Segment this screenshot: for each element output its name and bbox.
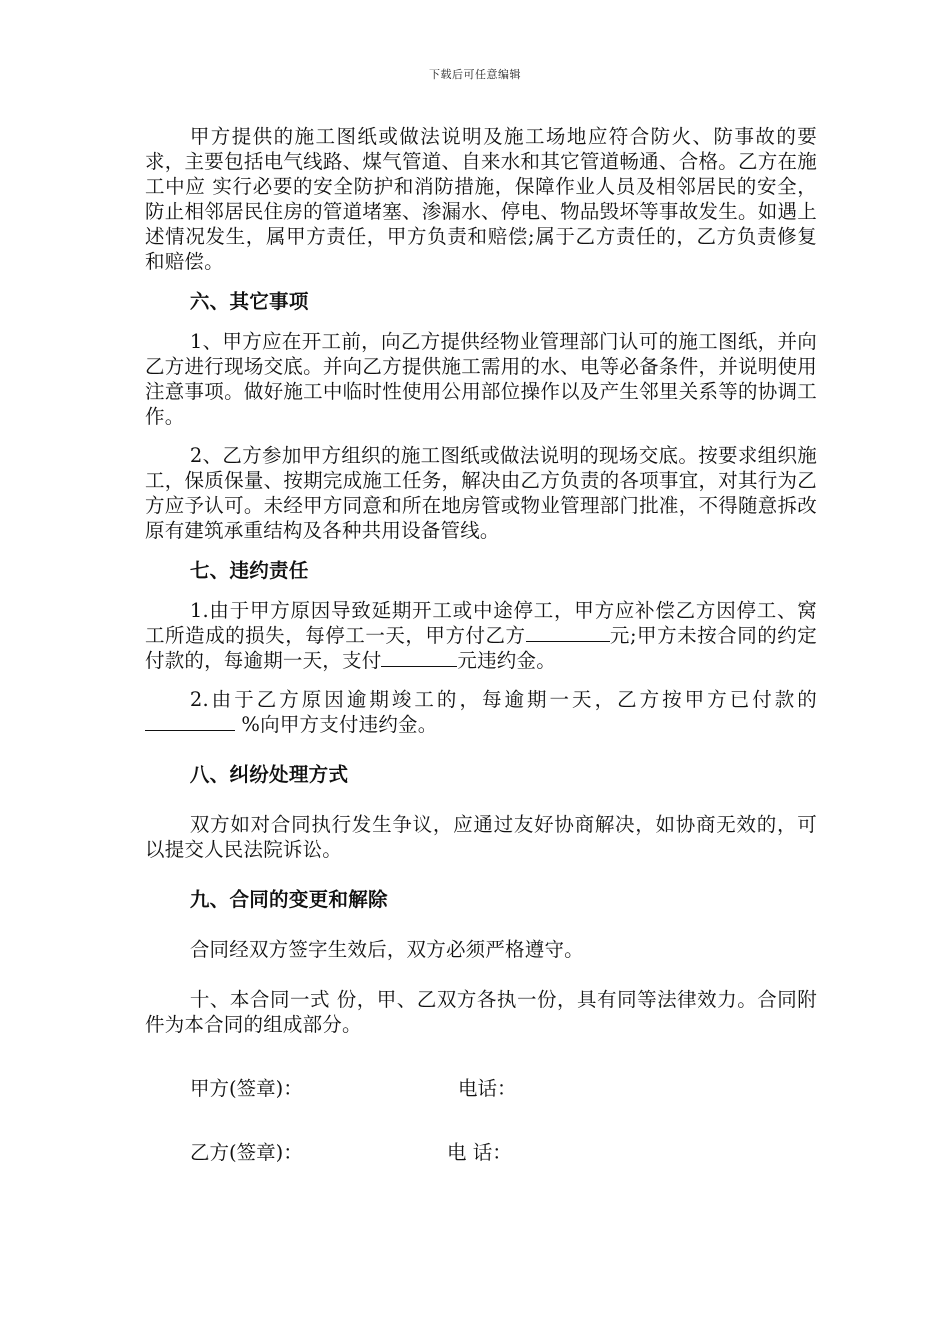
section-7-item-1-text-c: 元违约金。 <box>457 649 556 672</box>
section-9-title: 九、合同的变更和解除 <box>189 888 388 911</box>
section-7-title: 七、违约责任 <box>189 559 309 582</box>
header-note: 下载后可任意编辑 <box>429 68 521 81</box>
party-a-phone-label: 电话： <box>458 1077 517 1100</box>
party-b-signature-label: 乙方(签章)： <box>190 1141 303 1164</box>
section-6-title: 六、其它事项 <box>189 290 309 313</box>
section-6-item-2: 2、乙方参加甲方组织的施工图纸或做法说明的现场交底。按要求组织施工，保质保量、按期完成施工任务，解决由乙方负责的各项事宜，对其行为乙方应予认可。未经甲方同意和所在地房管或物业管理部门批准，不得随意拆改原有建筑承重结构及各种共用设备管线。 <box>145 444 817 542</box>
document-body <box>145 124 817 1165</box>
section-7-item-1-text-a: 1.由于甲方原因导致延期开工或中途停工，甲方应补偿乙方因停工、窝工所造成的损失，每停工一天，甲方付乙方 <box>145 599 817 647</box>
party-a-signature-label: 甲方(签章)： <box>190 1077 303 1100</box>
section-8-title: 八、纠纷处理方式 <box>189 763 349 786</box>
section-6-item-1: 1、甲方应在开工前，向乙方提供经物业管理部门认可的施工图纸，并向乙方进行现场交底。并向乙方提供施工需用的水、电等必备条件，并说明使用注意事项。做好施工中临时性使用公用部位操作以及产生邻里关系等的协调工作。 <box>145 330 817 428</box>
penalty-blank <box>381 648 457 667</box>
section-7-item-2 <box>145 687 817 737</box>
compensation-blank <box>526 623 610 642</box>
section-7-item-2-text-b: %向甲方支付违约金。 <box>235 713 438 736</box>
percentage-blank <box>145 712 235 731</box>
section-9-body: 合同经双方签字生效后，双方必须严格遵守。 <box>189 938 584 961</box>
signature-row-b <box>145 1140 817 1165</box>
intro-paragraph: 甲方提供的施工图纸或做法说明及施工场地应符合防火、防事故的要求，主要包括电气线路、煤气管道、自来水和其它管道畅通、合格。乙方在施工中应 实行必要的安全防护和消防措施，保障作业人员及相邻居民的安全，防止相邻居民住房的管道堵塞、渗漏水、停电、物品毁坏等事故发生。如遇上述情况发生，属甲方责任，甲方负责和赔偿;属于乙方责任的，乙方负责修复和赔偿。 <box>145 125 817 273</box>
party-b-phone-label: 电 话： <box>447 1141 512 1164</box>
section-7-item-1-text-b: 元;甲方未按合同的约定付款的，每逾期一天，支付 <box>145 624 817 672</box>
section-8-body: 双方如对合同执行发生争议，应通过友好协商解决，如协商无效的，可以提交人民法院诉讼。 <box>145 813 817 861</box>
section-7-item-1 <box>145 598 817 673</box>
section-10-body: 十、本合同一式 份，甲、乙双方各执一份，具有同等法律效力。合同附件为本合同的组成部分。 <box>145 988 817 1036</box>
section-7-item-2-text-a: 2.由于乙方原因逾期竣工的，每逾期一天，乙方按甲方已付款的 <box>189 688 817 711</box>
signature-row-a <box>145 1076 817 1101</box>
